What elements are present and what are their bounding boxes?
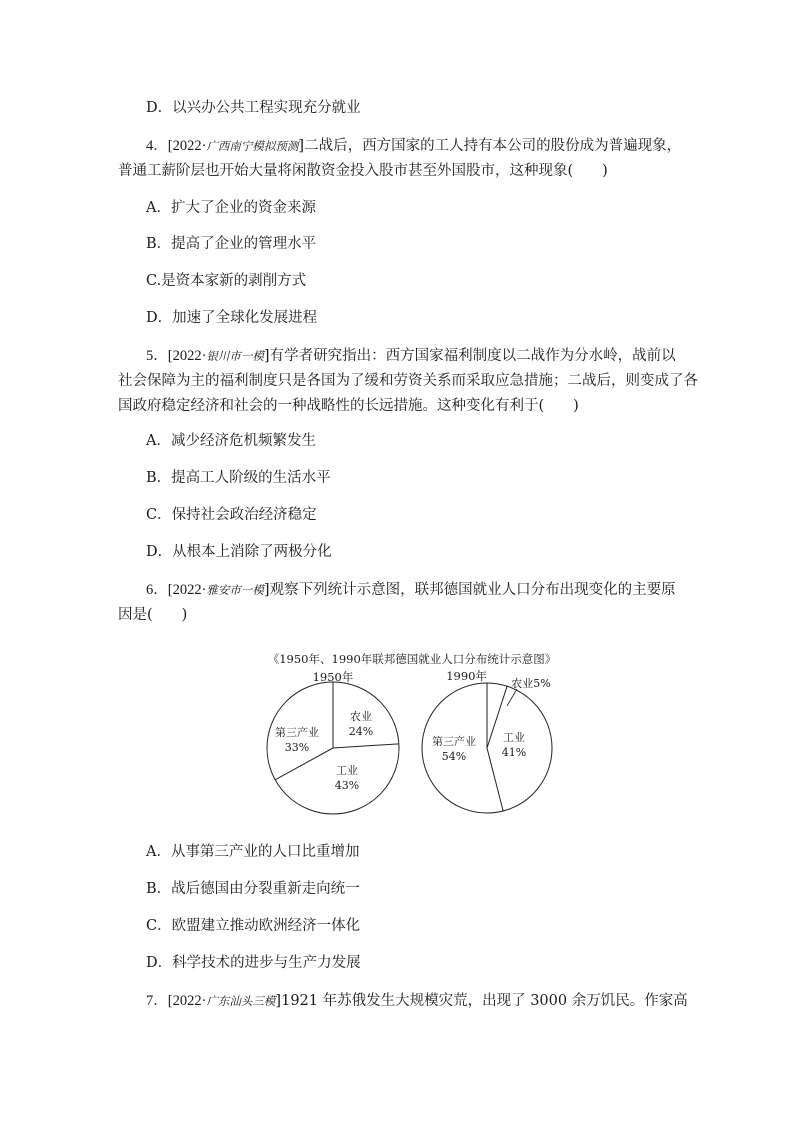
pie-1990-slice-boundary-3	[487, 748, 503, 811]
pie-1990	[422, 669, 552, 813]
q6-source-close: ]	[263, 582, 270, 598]
q4-option-c: C.是资本家新的剥削方式	[146, 273, 307, 289]
pie-1990-tertiary-value: 54%	[441, 750, 467, 763]
q6-source: 雅安市一模	[206, 583, 264, 597]
pie-1990-industry-value: 41%	[501, 746, 527, 759]
q5-option-d: D．从根本上消除了两极分化	[146, 544, 332, 560]
q3-option-d: D．以兴办公共工程实现充分就业	[146, 100, 361, 116]
q4-stem-line-1	[146, 136, 681, 156]
q6-number: 6．	[146, 582, 168, 598]
pie-1950-tertiary-value: 33%	[284, 741, 310, 754]
pie-1990-agriculture-leader	[507, 689, 517, 706]
q7-number: 7．	[146, 993, 168, 1009]
q7-stem-text-1: 1921 年苏俄发生大规模灾荒，出现了 3000 余万饥民。作家高	[281, 993, 688, 1009]
q6-source-open: [2022·	[167, 582, 207, 598]
q6-option-b: B．战后德国由分裂重新走向统一	[146, 881, 360, 897]
q6-stem-line-1	[146, 580, 676, 600]
employment-pie-charts	[262, 648, 562, 820]
q4-option-b: B．提高了企业的管理水平	[146, 236, 317, 252]
q6-option-a: A．从事第三产业的人口比重增加	[146, 844, 360, 860]
q4-source-open: [2022·	[167, 138, 207, 154]
pie-1950-slice-boundary-2	[333, 744, 399, 748]
q5-stem-line-2: 社会保障为主的福利制度只是各国为了缓和劳资关系而采取应急措施；二战后，则变成了各	[118, 373, 698, 389]
q4-option-d: D．加速了全球化发展进程	[146, 310, 318, 326]
pie-1950-tertiary-label: 第三产业	[275, 726, 319, 739]
chart-title: 《1950年、1990年联邦德国就业人口分布统计示意图》	[267, 652, 557, 666]
q5-number: 5．	[146, 348, 168, 364]
q5-option-c: C．保持社会政治经济稳定	[146, 507, 317, 523]
pie-1990-agriculture-label: 农业5%	[511, 677, 551, 690]
q4-source: 广西南宁模拟预测	[206, 139, 299, 153]
pie-1950-industry-value: 43%	[334, 779, 360, 792]
pie-1950	[267, 670, 399, 814]
q5-stem-text-1: 有学者研究指出：西方国家福利制度以二战作为分水岭，战前以	[269, 348, 676, 364]
q4-stem-line-2: 普通工薪阶层也开始大量将闲散资金投入股市甚至外国股市，这种现象( )	[118, 163, 608, 179]
pie-1950-agriculture-label: 农业	[350, 710, 372, 723]
q4-source-close: ]	[298, 138, 305, 154]
q7-source-open: [2022·	[167, 993, 207, 1009]
q6-option-c: C．欧盟建立推动欧洲经济一体化	[146, 918, 361, 934]
pie-1950-industry-label: 工业	[336, 764, 358, 777]
q6-stem-text-1: 观察下列统计示意图，联邦德国就业人口分布出现变化的主要原	[269, 582, 676, 598]
q4-number: 4．	[146, 138, 168, 154]
pie-1950-year-label: 1950年	[312, 670, 354, 684]
q7-source-close: ]	[275, 993, 282, 1009]
pie-1950-agriculture-value: 24%	[348, 725, 374, 738]
q6-option-d: D．科学技术的进步与生产力发展	[146, 955, 361, 971]
q5-option-b: B．提高工人阶级的生活水平	[146, 470, 331, 486]
q5-source-open: [2022·	[167, 348, 207, 364]
q5-source-close: ]	[263, 348, 270, 364]
pie-1990-industry-label: 工业	[503, 731, 525, 744]
pie-1990-year-label: 1990年	[446, 669, 487, 683]
q7-stem-line-1	[146, 991, 688, 1011]
q4-stem-text-1: 二战后，西方国家的工人持有本公司的股份成为普遍现象，	[304, 138, 682, 154]
q5-option-a: A．减少经济危机频繁发生	[146, 433, 316, 449]
q6-stem-line-2: 因是( )	[118, 607, 188, 623]
q5-stem-line-1	[146, 346, 676, 366]
q7-source: 广东汕头三模	[206, 994, 276, 1008]
pie-1990-tertiary-label: 第三产业	[432, 735, 476, 748]
q5-source: 银川市一模	[206, 349, 264, 363]
q4-option-a: A．扩大了企业的资金来源	[146, 200, 316, 216]
q5-stem-line-3: 国政府稳定经济和社会的一种战略性的长远措施。这种变化有利于( )	[118, 398, 579, 414]
